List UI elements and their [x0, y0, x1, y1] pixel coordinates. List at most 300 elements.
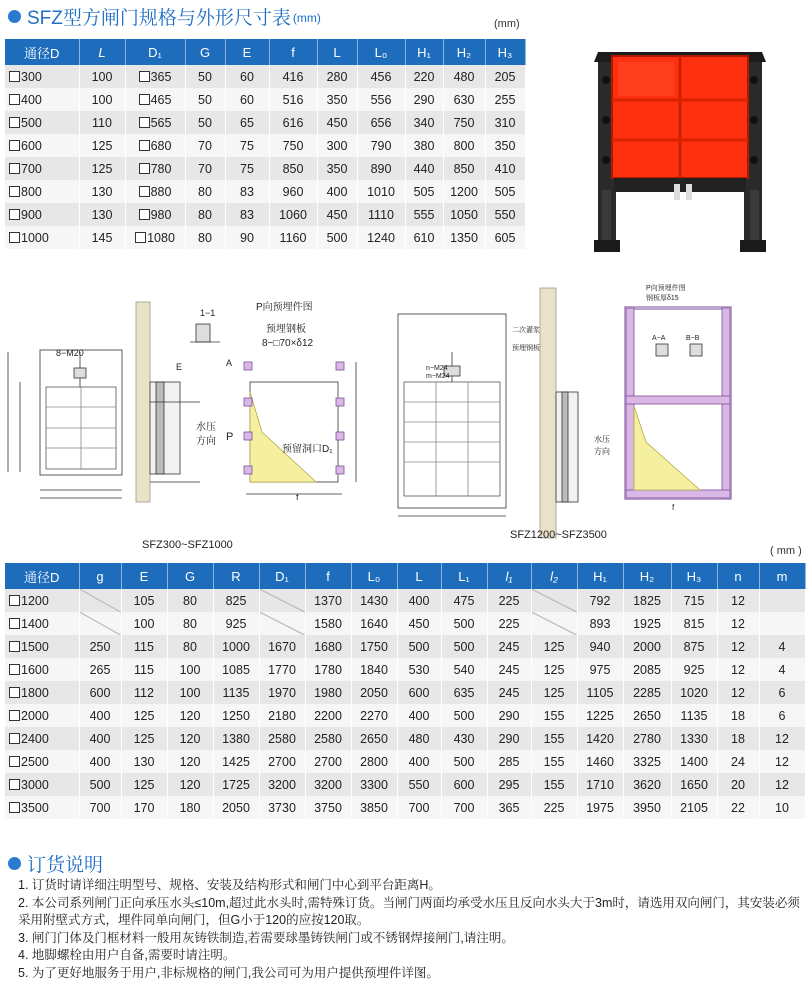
- table-cell: 380: [405, 134, 443, 157]
- table-cell: 65: [225, 111, 269, 134]
- table-cell: 12: [717, 612, 759, 635]
- table-cell: 1020: [671, 681, 717, 704]
- table-cell: 2285: [623, 681, 671, 704]
- table-cell: [5, 612, 79, 635]
- table-cell: 120: [167, 750, 213, 773]
- table-row: [5, 65, 525, 88]
- column-header: R: [213, 563, 259, 589]
- table-cell: 50: [185, 88, 225, 111]
- table-cell: 1085: [213, 658, 259, 681]
- table-cell: 75: [225, 134, 269, 157]
- table-cell: 715: [671, 589, 717, 612]
- column-header: f: [269, 39, 317, 65]
- table-cell: 635: [441, 681, 487, 704]
- table-cell: 290: [405, 88, 443, 111]
- table-cell: [5, 635, 79, 658]
- table-cell: 1780: [305, 658, 351, 681]
- cell-value: 980: [150, 207, 172, 222]
- table-cell: 170: [121, 796, 167, 819]
- table-cell: 400: [397, 589, 441, 612]
- table-cell: 6: [759, 681, 805, 704]
- table-cell: 960: [269, 180, 317, 203]
- table-cell: [531, 589, 577, 612]
- table-row: [5, 796, 805, 819]
- column-header: L₀: [357, 39, 405, 65]
- cell-value: 1000: [21, 230, 49, 245]
- table-cell: 50: [185, 65, 225, 88]
- table-cell: 875: [671, 635, 717, 658]
- column-header: n: [717, 563, 759, 589]
- table-cell: 605: [485, 226, 525, 249]
- table-cell: 556: [357, 88, 405, 111]
- table-cell: 1650: [671, 773, 717, 796]
- table-cell: 850: [443, 157, 485, 180]
- table-cell: [125, 226, 185, 249]
- square-symbol-icon: [9, 802, 20, 813]
- square-symbol-icon: [9, 779, 20, 790]
- table-cell: 3325: [623, 750, 671, 773]
- table-cell: 130: [79, 203, 125, 226]
- table-cell: [759, 612, 805, 635]
- table-cell: 1970: [259, 681, 305, 704]
- cell-value: 780: [150, 161, 172, 176]
- table-cell: 155: [531, 727, 577, 750]
- square-symbol-icon: [9, 71, 20, 82]
- table-cell: 365: [487, 796, 531, 819]
- table-cell: 530: [397, 658, 441, 681]
- table-cell: 310: [485, 111, 525, 134]
- table-cell: 600: [397, 681, 441, 704]
- order-note-item: 2. 本公司系列闸门正向承压水头≤10m,超过此水头时,需特殊订货。当闸门两面均承受水压且反向水头大于3m时，请选用双向闸门，其安装必须采用附壁式方式，埋件同单向闸门，但G小于120的应按120取。: [18, 895, 800, 927]
- table-cell: 100: [79, 88, 125, 111]
- plate-spec-label: 8−□70×δ12: [262, 338, 314, 349]
- column-header: H₁: [405, 39, 443, 65]
- table-cell: 80: [185, 180, 225, 203]
- table-cell: [5, 134, 79, 157]
- table-cell: 1975: [577, 796, 623, 819]
- table-cell: 83: [225, 180, 269, 203]
- table-cell: 24: [717, 750, 759, 773]
- table-cell: 100: [167, 681, 213, 704]
- table-cell: 450: [397, 612, 441, 635]
- table-cell: 3950: [623, 796, 671, 819]
- table-cell: 1425: [213, 750, 259, 773]
- table-cell: [125, 111, 185, 134]
- column-header: H₂: [623, 563, 671, 589]
- table-cell: 1925: [623, 612, 671, 635]
- table-cell: [125, 65, 185, 88]
- table-cell: 180: [167, 796, 213, 819]
- bolt-label-right-1: n−M24: [426, 365, 448, 372]
- table-cell: [125, 134, 185, 157]
- table-cell: 18: [717, 704, 759, 727]
- table-cell: 100: [79, 65, 125, 88]
- table-cell: 940: [577, 635, 623, 658]
- square-symbol-icon: [9, 687, 20, 698]
- table-cell: 550: [397, 773, 441, 796]
- table-cell: 2200: [305, 704, 351, 727]
- table-cell: 3850: [351, 796, 397, 819]
- table-cell: 450: [317, 111, 357, 134]
- column-header: L: [397, 563, 441, 589]
- table-cell: 1825: [623, 589, 671, 612]
- table-cell: 80: [167, 635, 213, 658]
- table-cell: 115: [121, 658, 167, 681]
- table-cell: 400: [317, 180, 357, 203]
- table-cell: 125: [531, 635, 577, 658]
- cell-value: 3500: [21, 800, 49, 815]
- table-cell: [5, 226, 79, 249]
- table-cell: 250: [79, 635, 121, 658]
- column-header: L: [317, 39, 357, 65]
- cell-value: 900: [21, 207, 42, 222]
- table-cell: 220: [405, 65, 443, 88]
- table-cell: 12: [759, 773, 805, 796]
- square-symbol-icon: [9, 595, 20, 606]
- p-view-title-right: P向预埋件图: [646, 285, 686, 292]
- table-cell: 505: [485, 180, 525, 203]
- table-cell: 2000: [623, 635, 671, 658]
- table-cell: 1770: [259, 658, 305, 681]
- column-header: G: [185, 39, 225, 65]
- table-cell: 245: [487, 658, 531, 681]
- table-cell: 20: [717, 773, 759, 796]
- cell-value: 2000: [21, 708, 49, 723]
- table-cell: [5, 157, 79, 180]
- square-symbol-icon: [135, 232, 146, 243]
- table-cell: 400: [79, 750, 121, 773]
- table-cell: 975: [577, 658, 623, 681]
- table2-unit: ( mm ): [770, 545, 802, 557]
- table-cell: 630: [443, 88, 485, 111]
- table-cell: 893: [577, 612, 623, 635]
- section-aa: A−A: [652, 335, 666, 342]
- table-cell: 80: [167, 612, 213, 635]
- table-cell: 1980: [305, 681, 351, 704]
- table-cell: 290: [487, 727, 531, 750]
- column-header: 通径D: [5, 563, 79, 589]
- square-symbol-icon: [9, 94, 20, 105]
- table-cell: 245: [487, 635, 531, 658]
- table-cell: 80: [185, 226, 225, 249]
- table-cell: 890: [357, 157, 405, 180]
- square-symbol-icon: [139, 209, 150, 220]
- table-cell: 120: [167, 727, 213, 750]
- table-cell: 475: [441, 589, 487, 612]
- table-cell: 1350: [443, 226, 485, 249]
- table-cell: 2700: [305, 750, 351, 773]
- table-cell: 2050: [213, 796, 259, 819]
- table-cell: 656: [357, 111, 405, 134]
- table-cell: 3620: [623, 773, 671, 796]
- table-cell: 2650: [351, 727, 397, 750]
- table-cell: [5, 88, 79, 111]
- table-cell: 505: [405, 180, 443, 203]
- column-header: H₂: [443, 39, 485, 65]
- table-cell: 155: [531, 750, 577, 773]
- table-cell: 1370: [305, 589, 351, 612]
- table-cell: 12: [759, 727, 805, 750]
- order-note-item: 5. 为了更好地服务于用户,非标规格的闸门,我公司可为用户提供预埋件详图。: [18, 965, 439, 980]
- order-notes-list: [18, 877, 808, 982]
- table-cell: 700: [441, 796, 487, 819]
- table-cell: 1225: [577, 704, 623, 727]
- table-cell: 1580: [305, 612, 351, 635]
- column-header: 通径D: [5, 39, 79, 65]
- table-cell: [5, 111, 79, 134]
- table-cell: 10: [759, 796, 805, 819]
- caption-right: SFZ1200~SFZ3500: [510, 529, 607, 541]
- table-cell: 1250: [213, 704, 259, 727]
- f-letter-left: f: [296, 492, 299, 502]
- cell-value: 1500: [21, 639, 49, 654]
- table-cell: 800: [443, 134, 485, 157]
- reserved-hole-label: 预留洞口D₁: [282, 444, 333, 455]
- table-row: [5, 612, 805, 635]
- table-cell: 120: [167, 773, 213, 796]
- table-cell: 1160: [269, 226, 317, 249]
- table-cell: [5, 180, 79, 203]
- table-cell: 125: [121, 704, 167, 727]
- table-row: [5, 773, 805, 796]
- table-cell: 925: [671, 658, 717, 681]
- table-cell: 1050: [443, 203, 485, 226]
- table-cell: 130: [121, 750, 167, 773]
- table-cell: 1840: [351, 658, 397, 681]
- table-cell: 12: [717, 589, 759, 612]
- square-symbol-icon: [139, 186, 150, 197]
- table-cell: [125, 180, 185, 203]
- cell-value: 2400: [21, 731, 49, 746]
- table-cell: 1670: [259, 635, 305, 658]
- table-cell: 456: [357, 65, 405, 88]
- square-symbol-icon: [9, 733, 20, 744]
- square-symbol-icon: [9, 186, 20, 197]
- bullet-dot-icon: [8, 857, 21, 870]
- table-row: [5, 157, 525, 180]
- table-row: [5, 180, 525, 203]
- table-cell: 2105: [671, 796, 717, 819]
- table-cell: 1420: [577, 727, 623, 750]
- cell-value: 1600: [21, 662, 49, 677]
- table-cell: 340: [405, 111, 443, 134]
- table-cell: 1135: [213, 681, 259, 704]
- square-symbol-icon: [9, 163, 20, 174]
- table-cell: 1710: [577, 773, 623, 796]
- column-header: L₀: [351, 563, 397, 589]
- table-cell: 3730: [259, 796, 305, 819]
- table-cell: 792: [577, 589, 623, 612]
- table-cell: 2050: [351, 681, 397, 704]
- table-cell: 850: [269, 157, 317, 180]
- table-cell: 400: [397, 704, 441, 727]
- water-label-right-2: 方向: [594, 447, 610, 456]
- table-cell: 1240: [357, 226, 405, 249]
- square-symbol-icon: [9, 209, 20, 220]
- table-cell: 125: [531, 658, 577, 681]
- table-cell: 1680: [305, 635, 351, 658]
- water-label-left-2: 方向: [196, 436, 216, 447]
- table-cell: 1000: [213, 635, 259, 658]
- table-row: [5, 88, 525, 111]
- table-cell: 1640: [351, 612, 397, 635]
- table-cell: [125, 157, 185, 180]
- table-cell: 125: [79, 157, 125, 180]
- table-cell: 480: [443, 65, 485, 88]
- square-symbol-icon: [9, 756, 20, 767]
- table-cell: 225: [487, 589, 531, 612]
- spec-table-large: [5, 563, 806, 819]
- embed-plate-right-label: 预埋钢板: [512, 345, 540, 352]
- table-cell: [259, 589, 305, 612]
- table-cell: 125: [531, 681, 577, 704]
- table-cell: 90: [225, 226, 269, 249]
- table-cell: 225: [531, 796, 577, 819]
- table-cell: [5, 750, 79, 773]
- table-header-row: [5, 39, 525, 65]
- square-symbol-icon: [139, 163, 150, 174]
- table-cell: 12: [759, 750, 805, 773]
- table-header-row: [5, 563, 805, 589]
- water-label-right-1: 水压: [594, 435, 610, 444]
- table-cell: 4: [759, 635, 805, 658]
- table-cell: 600: [79, 681, 121, 704]
- table-cell: [5, 203, 79, 226]
- table-cell: 100: [121, 612, 167, 635]
- table-cell: 1400: [671, 750, 717, 773]
- table-cell: [5, 796, 79, 819]
- table-cell: 280: [317, 65, 357, 88]
- table-cell: 1750: [351, 635, 397, 658]
- table-cell: 440: [405, 157, 443, 180]
- table-row: [5, 111, 525, 134]
- table-cell: [5, 589, 79, 612]
- table-cell: [259, 612, 305, 635]
- cell-value: 365: [150, 69, 172, 84]
- table-cell: 925: [213, 612, 259, 635]
- table-cell: 22: [717, 796, 759, 819]
- square-symbol-icon: [139, 117, 150, 128]
- square-symbol-icon: [9, 140, 20, 151]
- column-header: m: [759, 563, 805, 589]
- table-cell: 155: [531, 773, 577, 796]
- section-title-unit: (mm): [292, 11, 321, 25]
- table-cell: 1430: [351, 589, 397, 612]
- column-header: l₂: [531, 563, 577, 589]
- table-cell: 2580: [259, 727, 305, 750]
- table-cell: 400: [397, 750, 441, 773]
- table-cell: 1110: [357, 203, 405, 226]
- table-cell: 480: [397, 727, 441, 750]
- table-cell: [125, 203, 185, 226]
- table-cell: 130: [79, 180, 125, 203]
- square-symbol-icon: [9, 618, 20, 629]
- cell-value: 500: [21, 115, 42, 130]
- table-cell: 825: [213, 589, 259, 612]
- table-cell: 100: [167, 658, 213, 681]
- square-symbol-icon: [9, 664, 20, 675]
- bolt-label-right-2: m−M24: [426, 373, 450, 380]
- table-cell: 300: [317, 134, 357, 157]
- bolt-label-left: 8−M20: [56, 348, 84, 358]
- table-cell: 83: [225, 203, 269, 226]
- table-cell: 110: [79, 111, 125, 134]
- table-cell: 450: [317, 203, 357, 226]
- table-cell: 3200: [259, 773, 305, 796]
- table-cell: 125: [79, 134, 125, 157]
- table-cell: [5, 681, 79, 704]
- square-symbol-icon: [139, 71, 150, 82]
- a-letter-left: A: [226, 358, 233, 368]
- square-symbol-icon: [9, 641, 20, 652]
- table-cell: 2780: [623, 727, 671, 750]
- table-row: [5, 704, 805, 727]
- order-title-text: 订货说明: [27, 855, 104, 876]
- column-header: f: [305, 563, 351, 589]
- table-cell: 290: [487, 704, 531, 727]
- f-letter-right: f: [672, 503, 675, 512]
- table-cell: 6: [759, 704, 805, 727]
- table-cell: 125: [121, 773, 167, 796]
- table-cell: 60: [225, 65, 269, 88]
- table-cell: 50: [185, 111, 225, 134]
- table-cell: 700: [79, 796, 121, 819]
- table-row: [5, 134, 525, 157]
- table-cell: 60: [225, 88, 269, 111]
- section-title-order: [8, 850, 103, 877]
- table-row: [5, 750, 805, 773]
- table-cell: [125, 88, 185, 111]
- e-letter-left: E: [176, 362, 183, 372]
- column-header: L: [79, 39, 125, 65]
- order-note-item: 1. 订货时请详细注明型号、规格、安装及结构形式和闸门中心到平台距离H。: [18, 878, 441, 892]
- cell-value: 1200: [21, 593, 49, 608]
- table-cell: 265: [79, 658, 121, 681]
- column-header: g: [79, 563, 121, 589]
- table-cell: 12: [717, 658, 759, 681]
- table-cell: 12: [717, 681, 759, 704]
- cell-value: 1800: [21, 685, 49, 700]
- cell-value: 600: [21, 138, 42, 153]
- table-cell: 815: [671, 612, 717, 635]
- table-cell: 225: [487, 612, 531, 635]
- table-cell: 2085: [623, 658, 671, 681]
- table-cell: 400: [79, 727, 121, 750]
- spec-table-small: [5, 39, 526, 249]
- column-header: E: [121, 563, 167, 589]
- cell-value: 2500: [21, 754, 49, 769]
- section-title-text: SFZ型方闸门规格与外形尺寸表: [27, 7, 291, 29]
- table-cell: [79, 612, 121, 635]
- table-cell: 120: [167, 704, 213, 727]
- column-header: l₁: [487, 563, 531, 589]
- table-cell: 2700: [259, 750, 305, 773]
- table-cell: 500: [441, 704, 487, 727]
- cell-value: 465: [150, 92, 172, 107]
- table-row: [5, 226, 525, 249]
- table-cell: 500: [317, 226, 357, 249]
- bullet-dot-icon: [8, 10, 21, 23]
- table-cell: 790: [357, 134, 405, 157]
- square-symbol-icon: [9, 117, 20, 128]
- table-cell: 1330: [671, 727, 717, 750]
- table-cell: [79, 589, 121, 612]
- table-cell: 350: [485, 134, 525, 157]
- column-header: L₁: [441, 563, 487, 589]
- table-cell: 105: [121, 589, 167, 612]
- table-cell: 1010: [357, 180, 405, 203]
- table-cell: 750: [269, 134, 317, 157]
